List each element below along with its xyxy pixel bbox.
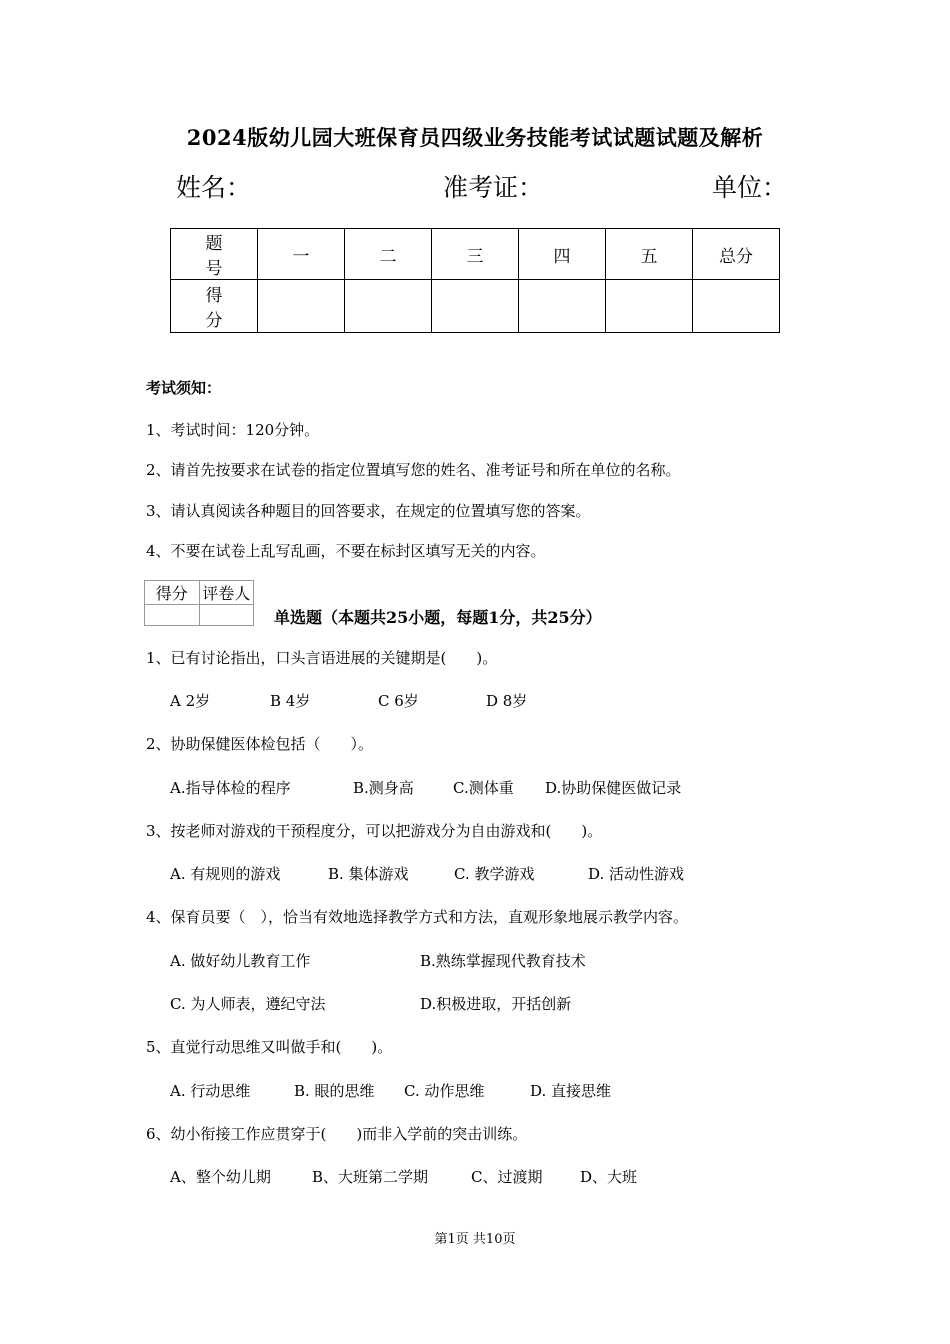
question-option: B. 眼的思维 xyxy=(294,1082,375,1100)
question-option: D 8岁 xyxy=(486,692,528,710)
score-table xyxy=(170,228,780,333)
grader-score-cell xyxy=(145,605,200,626)
question-option: A. 有规则的游戏 xyxy=(170,865,281,883)
grader-score-label: 得分 xyxy=(145,581,200,605)
score-header-cell: 总分 xyxy=(693,229,780,280)
question-text: 4、保育员要（ ），恰当有效地选择教学方式和方法，直观形象地展示教学内容。 xyxy=(146,908,689,926)
section-title: 单选题（本题共25小题，每题1分，共25分） xyxy=(274,608,602,627)
question-option: C.测体重 xyxy=(453,779,514,797)
question-option: D.协助保健医做记录 xyxy=(545,779,682,797)
notice-item: 1、考试时间：120分钟。 xyxy=(146,421,320,439)
question-option: D、大班 xyxy=(580,1168,638,1186)
question-option: C. 为人师表，遵纪守法 xyxy=(170,995,326,1013)
question-text: 3、按老师对游戏的干预程度分，可以把游戏分为自由游戏和( )。 xyxy=(146,822,603,840)
question-option: A. 行动思维 xyxy=(170,1082,251,1100)
unit-field-label: 单位： xyxy=(712,173,788,202)
question-text: 2、协助保健医体检包括（ ）。 xyxy=(146,735,374,753)
question-option: C 6岁 xyxy=(378,692,419,710)
score-header-cell: 题 号 xyxy=(171,229,258,280)
score-cell xyxy=(519,280,606,333)
score-cell xyxy=(432,280,519,333)
question-option: B.熟练掌握现代教育技术 xyxy=(420,952,586,970)
notice-item: 2、请首先按要求在试卷的指定位置填写您的姓名、准考证号和所在单位的名称。 xyxy=(146,461,681,479)
score-cell xyxy=(606,280,693,333)
question-option: C、过渡期 xyxy=(471,1168,543,1186)
notice-heading: 考试须知： xyxy=(146,379,222,397)
page-footer: 第1页 共10页 xyxy=(434,1232,516,1247)
question-option: B.测身高 xyxy=(353,779,414,797)
score-header-cell: 四 xyxy=(519,229,606,280)
question-option: D. 直接思维 xyxy=(530,1082,612,1100)
score-header-cell: 一 xyxy=(258,229,345,280)
question-text: 5、直觉行动思维又叫做手和( )。 xyxy=(146,1038,393,1056)
question-option: A.指导体检的程序 xyxy=(170,779,291,797)
notice-item: 3、请认真阅读各种题目的回答要求，在规定的位置填写您的答案。 xyxy=(146,502,591,520)
question-text: 6、幼小衔接工作应贯穿于( )而非入学前的突击训练。 xyxy=(146,1125,528,1143)
question-option: A 2岁 xyxy=(170,692,211,710)
grader-name-label: 评卷人 xyxy=(199,581,254,605)
question-option: C. 动作思维 xyxy=(404,1082,485,1100)
notice-item: 4、不要在试卷上乱写乱画，不要在标封区填写无关的内容。 xyxy=(146,542,546,560)
question-option: D. 活动性游戏 xyxy=(588,865,685,883)
grader-box xyxy=(144,580,254,626)
score-table-score-row xyxy=(171,280,780,333)
question-option: B. 集体游戏 xyxy=(328,865,409,883)
candidate-fields xyxy=(0,168,950,208)
question-option: B、大班第二学期 xyxy=(312,1168,429,1186)
score-table-header-row xyxy=(171,229,780,280)
score-cell xyxy=(258,280,345,333)
question-option: D.积极进取，开括创新 xyxy=(420,995,572,1013)
question-text: 1、已有讨论指出，口头言语进展的关键期是( )。 xyxy=(146,649,498,667)
score-row-label: 得 分 xyxy=(171,280,258,333)
question-option: A. 做好幼儿教育工作 xyxy=(170,952,311,970)
question-option: B 4岁 xyxy=(270,692,311,710)
question-option: A、整个幼儿期 xyxy=(170,1168,271,1186)
score-header-cell: 五 xyxy=(606,229,693,280)
score-header-cell: 二 xyxy=(345,229,432,280)
score-cell xyxy=(345,280,432,333)
grader-name-cell xyxy=(199,605,254,626)
name-field-label: 姓名： xyxy=(176,173,252,202)
page-title: 2024版幼儿园大班保育员四级业务技能考试试题试题及解析 xyxy=(186,125,764,150)
score-header-cell: 三 xyxy=(432,229,519,280)
question-option: C. 教学游戏 xyxy=(454,865,535,883)
exam-number-field-label: 准考证： xyxy=(443,173,544,202)
score-cell xyxy=(693,280,780,333)
